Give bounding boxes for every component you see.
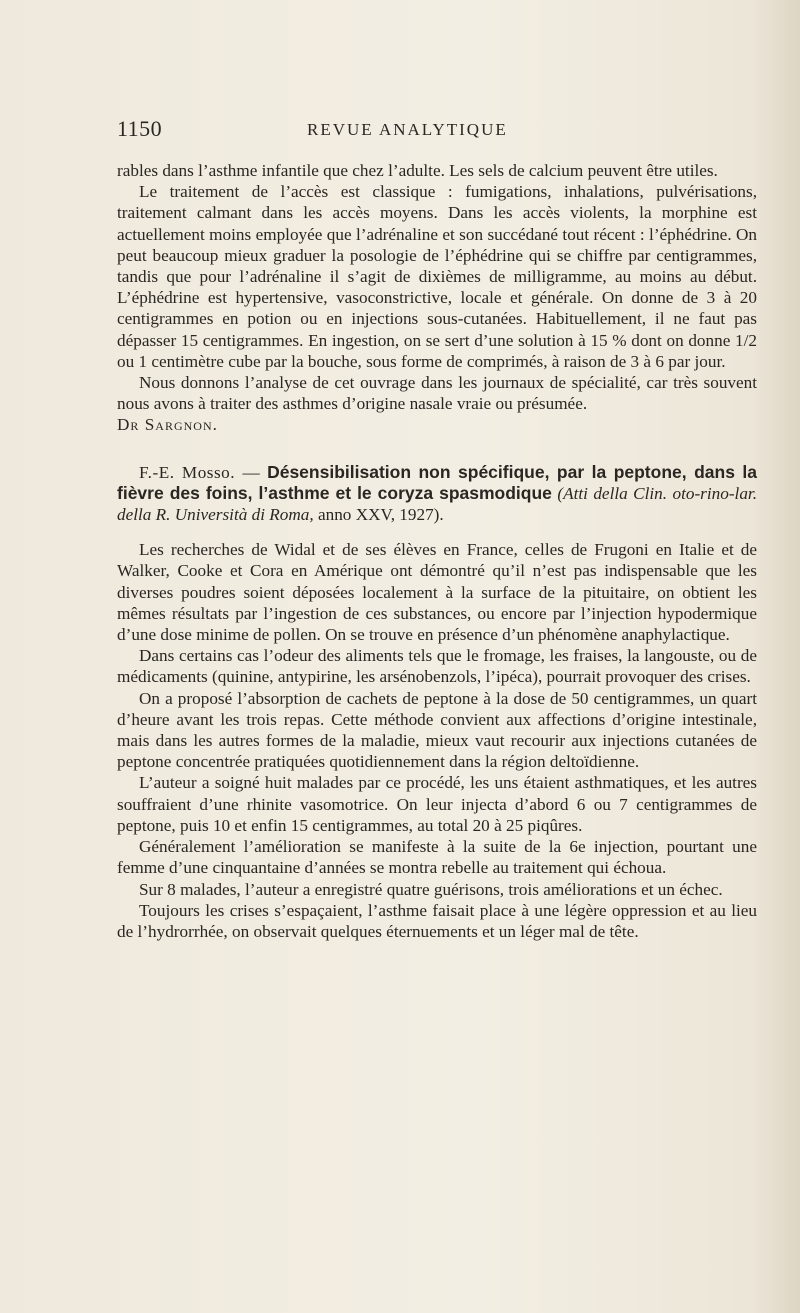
- paragraph: rables dans l’asthme infantile que chez l’adulte. Les sels de calcium peuvent être utiles.: [117, 161, 718, 180]
- paragraph: Nous donnons l’analyse de cet ouvrage dans les journaux de spécialité, car très souvent nous avons à traiter des asthmes d’origine nasale vraie ou présumée.: [117, 373, 757, 414]
- running-head: REVUE ANALYTIQUE: [307, 120, 508, 139]
- paragraph: L’auteur a soigné huit malades par ce procédé, les uns étaient asthmatiques, et les autres souffraient d’une rhinite vasomotrice. On leur injecta d’abord 6 ou 7 centigrammes de peptone, puis 10 et enfin 15 centigrammes, au total 20 à 25 piqûres.: [117, 773, 757, 835]
- article-title: Désensibilisation non spécifique, par la peptone, dans la fièvre des foins, l’asthme et le coryza spasmodique: [117, 461, 757, 503]
- paragraph: Le traitement de l’accès est classique : fumigations, inhalations, pulvérisations, traitement calmant dans les accès moyens. Dans les accès violents, la morphine est actuellement moins employée que l’adrénaline et son succédané tout récent : l’éphédrine. On peut beaucoup mieux graduer la posologie de l’éphédrine qui se chiffre par centigrammes, tandis que pour l’adrénaline il s’agit de dixièmes de milligramme, au moins au début. L’éphédrine est hypertensive, vasoconstrictive, locale et générale. On donne de 3 à 20 centigrammes en potion ou en injections sous-cutanées. Habituellement, il ne faut pas dépasser 15 centigrammes. En ingestion, on se sert d’une solution à 15 % dont on donne 1/2 ou 1 centimètre cube par la bouche, sous forme de comprimés, à raison de 3 à 6 par jour.: [117, 182, 757, 371]
- signature-title: Dr: [117, 415, 140, 435]
- paragraph: Dans certains cas l’odeur des aliments tels que le fromage, les fraises, la langouste, ou de médicaments (quinine, antypirine, les arsénobenzols, l’ipéca), pourrait provoquer des crises.: [117, 646, 757, 687]
- paragraph: Généralement l’amélioration se manifeste à la suite de la 6e injection, pourtant une femme d’une cinquantaine d’années se montra rebelle au traitement qui échoua.: [117, 837, 757, 878]
- paragraph: On a proposé l’absorption de cachets de peptone à la dose de 50 centigrammes, un quart d’heure avant les trois repas. Cette méthode convient aux affections d’origine intestinale, mais dans les autres formes de la maladie, mieux vaut recourir aux injections cutanées de peptone concentrée pratiquées quotidiennement dans la région deltoïdienne.: [117, 688, 757, 772]
- article-citation: (Atti della Clin. oto-rino-lar. della R. Università di Roma,: [117, 483, 757, 525]
- paragraph: Toujours les crises s’espaçaient, l’asthme faisait place à une légère oppression et au lieu de l’hydrorrhée, on observait quelques éternuements et un léger mal de tête.: [117, 900, 757, 941]
- body-text: [117, 160, 757, 942]
- paragraph: Les recherches de Widal et de ses élèves en France, celles de Frugoni en Italie et de Walker, Cooke et Cora en Amérique ont démontré qu’il n’est pas indispensable que les diverses poudres soient déposées localement à la surface de la pituitaire, on obtient les mêmes résultats par l’ingestion de ces substances, ou encore par l’injection hypodermique d’une dose minime de pollen. On se trouve en présence d’un phénomène anaphylactique.: [117, 540, 757, 645]
- signature-name: Sargnon.: [144, 415, 218, 435]
- article-citation-year: anno XXV, 1927).: [317, 505, 444, 525]
- page-number: 1150: [117, 116, 163, 141]
- page-header: [117, 116, 757, 146]
- review-entry-heading: [117, 462, 757, 526]
- reviewer-signature: [117, 414, 757, 435]
- paragraph: Sur 8 malades, l’auteur a enregistré quatre guérisons, trois améliorations et un échec.: [139, 879, 723, 899]
- review-author: F.-E. Mosso. —: [139, 462, 261, 482]
